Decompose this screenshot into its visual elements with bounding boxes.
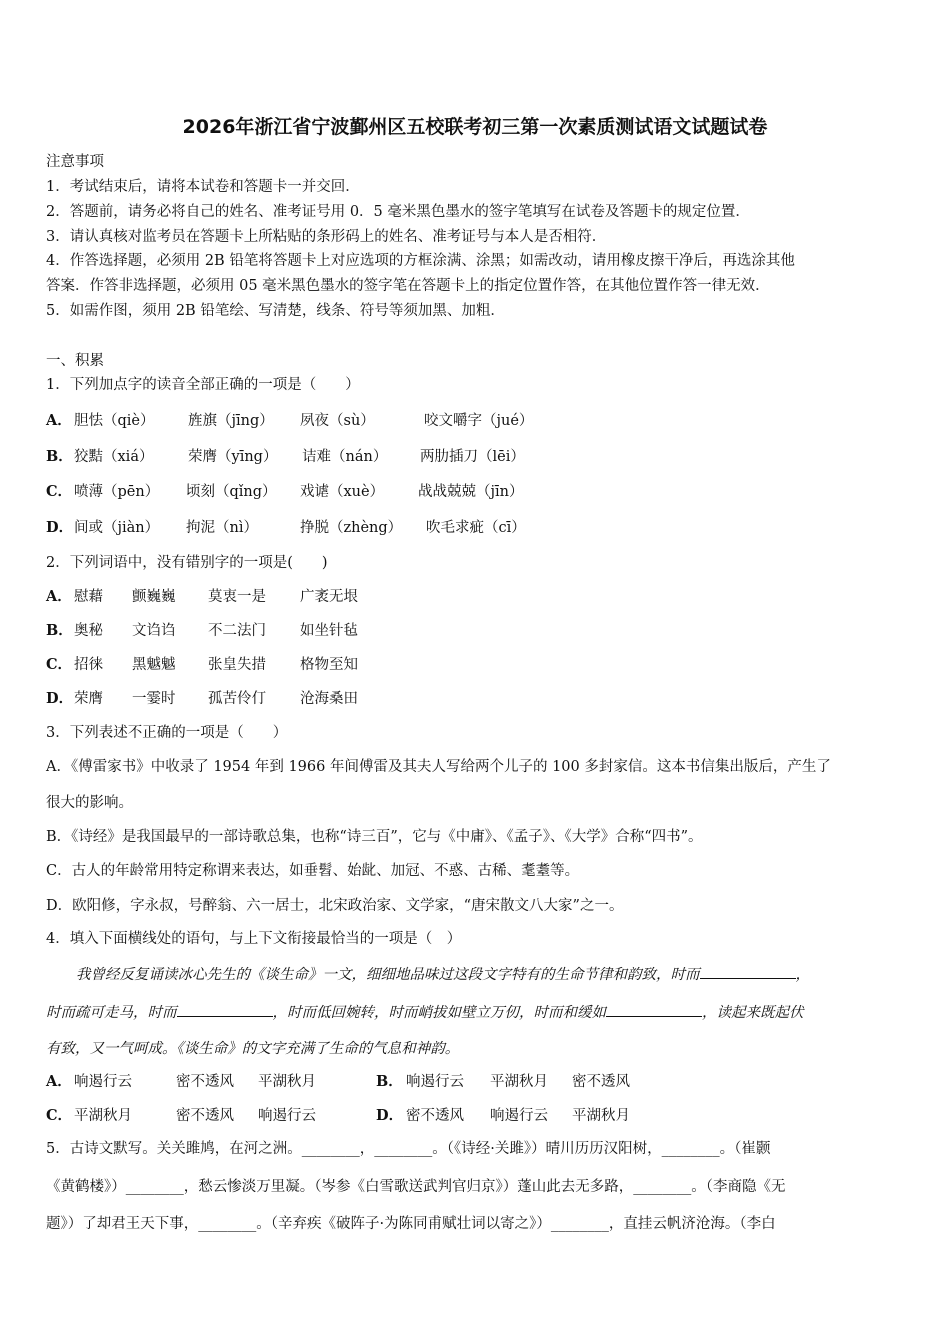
exam-title: 2026年浙江省宁波鄞州区五校联考初三第一次素质测试语文试题试卷: [182, 116, 768, 138]
option-item: 沧海桑田: [300, 691, 358, 707]
q3-option-b: B．《诗经》是我国最早的一部诗歌总集，也称“诗三百”，它与《中庸》、《孟子》、《大学》合称“四书”。: [46, 829, 703, 845]
option-item: 两肋插刀（lēi）: [420, 449, 525, 465]
option-item: 平湖秋月: [258, 1074, 316, 1090]
option-label: B．: [376, 1073, 403, 1090]
question-1-stem: 1．下列加点字的读音全部正确的一项是（ ）: [46, 377, 360, 393]
question-4-stem: 4．填入下面横线处的语句，与上下文衔接最恰当的一项是（ ）: [46, 931, 462, 947]
passage-text: 时而疏可走马，时而: [46, 1005, 177, 1021]
option-item: 夙夜（sù）: [300, 413, 375, 429]
option-item: 荣膺: [74, 691, 103, 707]
option-item: 挣脱（zhèng）: [300, 520, 403, 536]
option-label: D．: [46, 690, 74, 707]
option-item: 慰藉: [74, 589, 103, 605]
notice-item: 1．考试结束后，请将本试卷和答题卡一并交回．: [46, 179, 360, 195]
option-item: 旌旗（jīng）: [188, 413, 274, 429]
option-item: 间或（jiàn）: [74, 520, 160, 536]
option-item: 拘泥（nì）: [186, 520, 258, 536]
notice-item: 2．答题前，请务必将自己的姓名、准考证号用 0．5 毫米黑色墨水的签字笔填写在试卷及答题卡的规定位置．: [46, 204, 750, 220]
question-2-stem: 2．下列词语中，没有错别字的一项是( ): [46, 555, 328, 571]
option-item: 张皇失措: [208, 657, 266, 673]
section-heading: 一、积累: [46, 353, 104, 369]
option-item: 密不透风: [176, 1108, 234, 1124]
option-item: 响遏行云: [490, 1108, 548, 1124]
option-label: B．: [46, 448, 73, 465]
q3-option-d: D．欧阳修，字永叔，号醉翁、六一居士，北宋政治家、文学家，“唐宋散文八大家”之一。: [46, 898, 624, 914]
question-5-line: 题》）了却君王天下事，________。（辛弃疾《破阵子·为陈同甫赋壮词以寄之》）________，直挂云帆济沧海。（李白: [46, 1216, 776, 1232]
notice-heading: 注意事项: [46, 154, 104, 170]
option-item: 胆怯（qiè）: [74, 413, 155, 429]
option-item: 莫衷一是: [208, 589, 266, 605]
option-label: D．: [46, 519, 74, 536]
option-item: 广袤无垠: [300, 589, 358, 605]
fill-blank[interactable]: [606, 1004, 702, 1017]
option-label: C．: [46, 656, 73, 673]
q3-option-a: A．《傅雷家书》中收录了 1954 年到 1966 年间傅雷及其夫人写给两个儿子的 100 多封家信。这本书信集出版后，产生了: [46, 759, 831, 775]
question-5-line: 《黄鹤楼》）________，愁云惨淡万里凝。（岑参《白雪歌送武判官归京》）蓬山此去无多路，________。（李商隐《无: [46, 1179, 786, 1195]
option-item: 密不透风: [176, 1074, 234, 1090]
option-item: 格物至知: [300, 657, 358, 673]
question-3-stem: 3．下列表述不正确的一项是（ ）: [46, 725, 288, 741]
option-item: 奥秘: [74, 623, 103, 639]
option-item: 平湖秋月: [490, 1074, 548, 1090]
option-item: 吹毛求疵（cī）: [426, 520, 526, 536]
passage-text: 我曾经反复诵读冰心先生的《谈生命》一文，细细地品味过这段文字特有的生命节律和韵致，时而: [76, 967, 700, 983]
q3-option-c: C．古人的年龄常用特定称谓来表达，如垂髫、始龀、加冠、不惑、古稀、耄耋等。: [46, 863, 580, 879]
option-label: B．: [46, 622, 73, 639]
notice-item: 答案．作答非选择题，必须用 05 毫米黑色墨水的签字笔在答题卡上的指定位置作答，在其他位置作答一律无效．: [46, 278, 770, 294]
option-item: 颤巍巍: [132, 589, 176, 605]
option-item: 如坐针毡: [300, 623, 358, 639]
option-item: 响遏行云: [258, 1108, 316, 1124]
question-5-line: 5．古诗文默写。关关雎鸠，在河之洲。________，________。（《诗经·关雎》）晴川历历汉阳树，________。（崔颢: [46, 1141, 771, 1157]
option-item: 顷刻（qǐng）: [186, 484, 277, 500]
option-item: 平湖秋月: [74, 1108, 132, 1124]
option-item: 战战兢兢（jīn）: [418, 484, 524, 500]
fill-blank[interactable]: [700, 966, 796, 979]
option-label: C．: [46, 1107, 73, 1124]
option-label: C．: [46, 483, 73, 500]
option-item: 招徕: [74, 657, 103, 673]
option-item: 密不透风: [572, 1074, 630, 1090]
fill-blank[interactable]: [177, 1004, 273, 1017]
q4-passage-line: [46, 1004, 804, 1021]
option-label: A．: [46, 412, 72, 429]
notice-item: 4．作答选择题，必须用 2B 铅笔将答题卡上对应选项的方框涂满、涂黑；如需改动，请用橡皮擦干净后，再选涂其他: [46, 253, 795, 269]
option-item: 荣膺（yīng）: [188, 449, 278, 465]
option-item: 不二法门: [208, 623, 266, 639]
option-item: 黑魆魆: [132, 657, 176, 673]
option-item: 狡黠（xiá）: [74, 449, 154, 465]
notice-item: 5．如需作图，须用 2B 铅笔绘、写清楚，线条、符号等须加黑、加粗．: [46, 303, 505, 319]
option-item: 平湖秋月: [572, 1108, 630, 1124]
option-label: A．: [46, 588, 72, 605]
passage-text: ，: [795, 967, 810, 983]
passage-text: ，读起来既起伏: [702, 1005, 804, 1021]
option-item: 一霎时: [132, 691, 176, 707]
option-label: D．: [376, 1107, 404, 1124]
option-item: 戏谑（xuè）: [300, 484, 385, 500]
option-item: 响遏行云: [74, 1074, 132, 1090]
q3-option-a-cont: 很大的影响。: [46, 795, 133, 811]
option-item: 咬文嚼字（jué）: [424, 413, 534, 429]
option-item: 文诌诌: [132, 623, 176, 639]
option-item: 喷薄（pēn）: [74, 484, 160, 500]
passage-text: ，时而低回婉转，时而峭拔如壁立万仞，时而和缓如: [272, 1005, 606, 1021]
option-item: 诘难（nán）: [302, 449, 388, 465]
option-item: 孤苦伶仃: [208, 691, 266, 707]
option-item: 密不透风: [406, 1108, 464, 1124]
option-item: 响遏行云: [406, 1074, 464, 1090]
notice-item: 3．请认真核对监考员在答题卡上所粘贴的条形码上的姓名、准考证号与本人是否相符．: [46, 229, 607, 245]
option-label: A．: [46, 1073, 72, 1090]
q4-passage-line: 有致，又一气呵成。《谈生命》的文字充满了生命的气息和神韵。: [46, 1041, 460, 1057]
q4-passage-line: [76, 966, 810, 983]
